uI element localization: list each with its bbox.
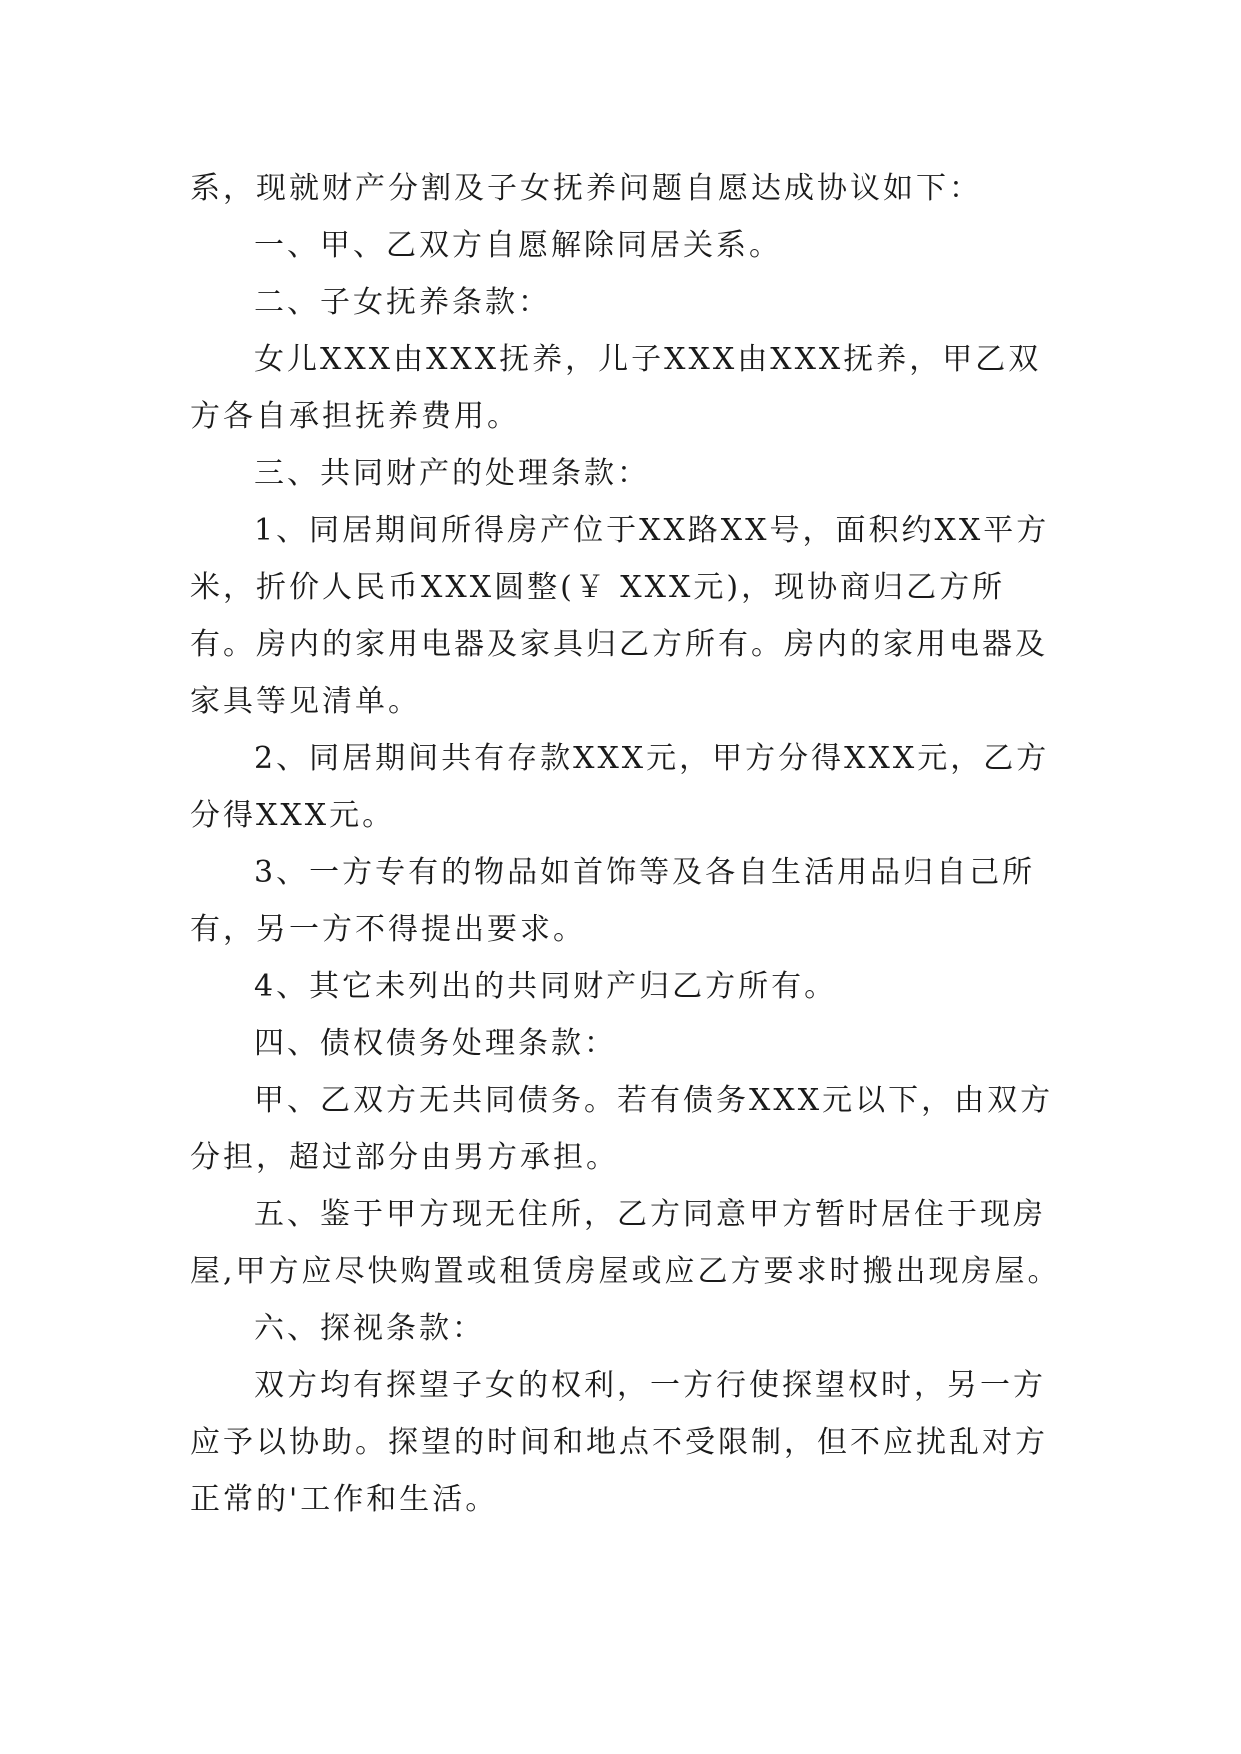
paragraph-property-2: 2、同居期间共有存款XXX元，甲方分得XXX元，乙方分得XXX元。: [190, 741, 1050, 833]
paragraph-clause-5: 五、鉴于甲方现无住所，乙方同意甲方暂时居住于现房屋,甲方应尽快购置或租赁房屋或应乙方要求时搬出现房屋。: [190, 1197, 1061, 1289]
paragraph-property-1: 1、同居期间所得房产位于XX路XX号，面积约XX平方米，折价人民币XXX圆整(￥ XXX元)，现协商归乙方所有。房内的家用电器及家具归乙方所有。房内的家用电器及家具等见清单。: [190, 513, 1050, 719]
paragraph-clause-6-heading: 六、探视条款：: [254, 1311, 485, 1346]
paragraph-clause-1: 一、甲、乙双方自愿解除同居关系。: [254, 228, 782, 263]
paragraph-child-custody: 女儿XXX由XXX抚养，儿子XXX由XXX抚养，甲乙双方各自承担抚养费用。: [190, 342, 1042, 434]
paragraph-clause-4-heading: 四、债权债务处理条款：: [254, 1026, 617, 1061]
paragraph-property-3: 3、一方专有的物品如首饰等及各自生活用品归自己所有，另一方不得提出要求。: [190, 855, 1036, 947]
paragraph-clause-2-heading: 二、子女抚养条款：: [254, 285, 551, 320]
paragraph-clause-3-heading: 三、共同财产的处理条款：: [254, 456, 650, 491]
paragraph-debts: 甲、乙双方无共同债务。若有债务XXX元以下，由双方分担，超过部分由男方承担。: [190, 1083, 1054, 1175]
paragraph-visitation: 双方均有探望子女的权利，一方行使探望权时，另一方应予以协助。探望的时间和地点不受限制，但不应扰乱对方正常的'工作和生活。: [190, 1368, 1048, 1517]
paragraph-property-4: 4、其它未列出的共同财产归乙方所有。: [254, 969, 838, 1004]
document-body: [190, 160, 1065, 1528]
paragraph-intro: 系，现就财产分割及子女抚养问题自愿达成协议如下：: [190, 171, 982, 206]
